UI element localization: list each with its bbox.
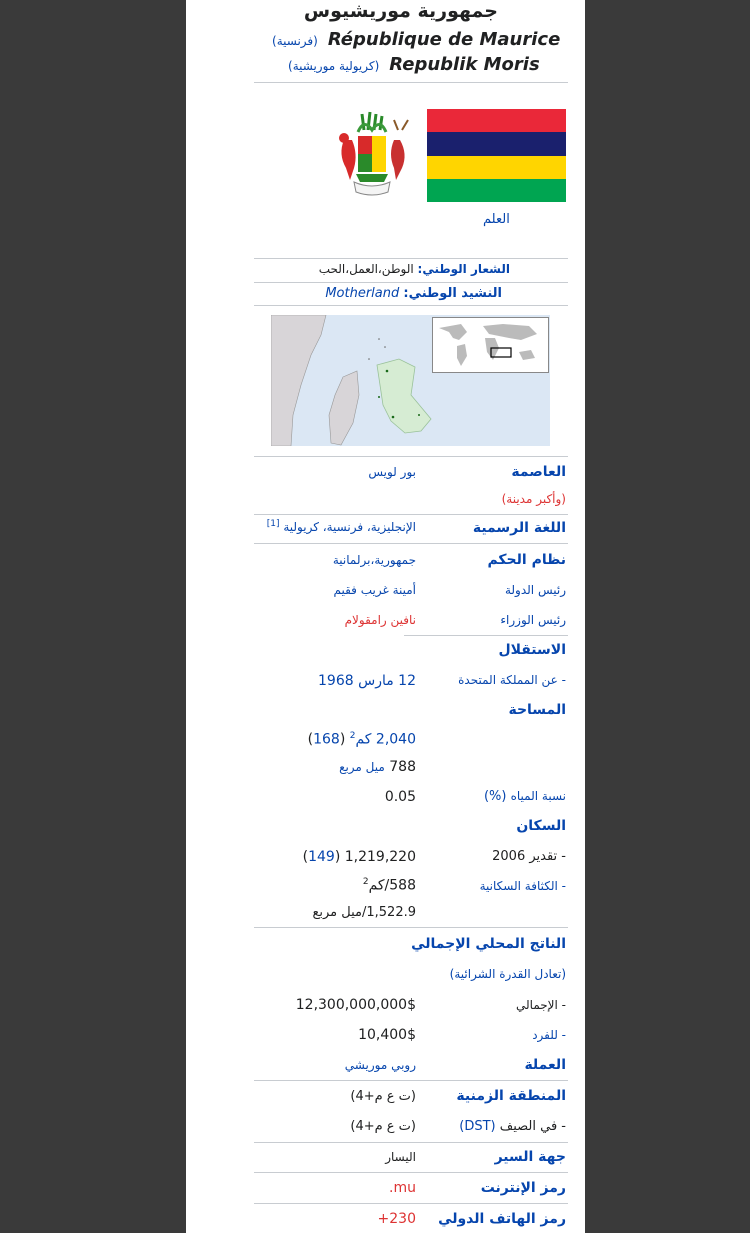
flag-stripe-red: [427, 109, 566, 132]
currency-label[interactable]: العملة: [524, 1057, 566, 1073]
divider: [254, 927, 568, 928]
world-map-graphic: [433, 318, 548, 372]
gdp-label[interactable]: الناتج المحلي الإجمالي: [411, 936, 566, 952]
flag-stripe-yellow: [427, 156, 566, 179]
currency-value[interactable]: روبي موريشي: [344, 1058, 416, 1072]
infobox: [254, 0, 568, 1233]
tld-value[interactable]: .mu: [389, 1180, 416, 1196]
divider: [254, 282, 568, 283]
language-value: الإنجليزية، فرنسية، كريولية [1]: [266, 519, 416, 534]
divider: [254, 543, 568, 544]
world-inset-map: [432, 317, 549, 373]
flag-caption-link[interactable]: العلم: [483, 212, 510, 227]
independence-label[interactable]: الاستقلال: [498, 642, 566, 658]
tld-label[interactable]: رمز الإنترنت: [480, 1180, 566, 1196]
head-of-state-value[interactable]: أمينة غريب فقيم: [333, 583, 416, 597]
prime-minister-value[interactable]: نافين رامقولام: [344, 613, 416, 627]
summer-time-label: - في الصيف (DST): [459, 1119, 566, 1134]
divider: [254, 1142, 568, 1143]
capital-value[interactable]: بور لويس: [368, 465, 416, 479]
flag-stripe-blue: [427, 132, 566, 155]
estimate-label: - تقدير 2006: [492, 849, 566, 864]
title-arabic: جمهورية موريشيوس: [303, 0, 498, 22]
language-label[interactable]: اللغة الرسمية: [472, 520, 566, 536]
timezone-value: (ت ع م+4): [350, 1089, 416, 1104]
from-uk-value[interactable]: 12 مارس 1968: [318, 673, 416, 689]
divider: [254, 456, 568, 457]
capital-label[interactable]: العاصمة: [511, 464, 566, 480]
prime-minister-label[interactable]: رئيس الوزراء: [500, 613, 566, 627]
divider: [254, 258, 568, 259]
gdp-capita-label: - للفرد: [532, 1028, 566, 1042]
motto-label[interactable]: الشعار الوطني:: [417, 262, 510, 276]
density-mi-value: 1,522.9/ميل مربع: [312, 905, 416, 920]
density-km-value: 588/كم$^2$: [362, 877, 416, 894]
title-creole: [288, 54, 540, 75]
title-french: [272, 29, 560, 50]
divider: [404, 635, 568, 636]
motto-value: الوطن،العمل،الحب: [318, 262, 414, 276]
government-value[interactable]: جمهورية،برلمانية: [332, 553, 416, 567]
gdp-capita-value: 10,400$: [358, 1027, 416, 1043]
anthem-label[interactable]: النشيد الوطني:: [403, 286, 502, 301]
creole-name: Republik Moris: [389, 54, 540, 75]
population-label[interactable]: السكان: [516, 818, 566, 834]
density-label[interactable]: - الكثافة السكانية: [479, 879, 566, 893]
gdp-total-label: - الإجمالي: [516, 998, 566, 1012]
driving-side-value: اليسار: [385, 1150, 416, 1164]
capital-sub-note[interactable]: (وأكبر مدينة): [501, 492, 566, 506]
divider: [254, 514, 568, 515]
french-name: République de Maurice: [327, 29, 561, 50]
area-label[interactable]: المساحة: [508, 702, 566, 718]
water-value: 0.05: [384, 789, 416, 805]
creole-lang-link[interactable]: (كريولية موريشية): [288, 59, 380, 73]
water-label: نسبة المياه (%): [483, 789, 566, 804]
area-km-value: 2,040 كم$^2$ (168): [307, 731, 416, 748]
government-label[interactable]: نظام الحكم: [487, 552, 566, 568]
divider: [254, 82, 568, 83]
flag-stripe-green: [427, 179, 566, 202]
driving-side-label[interactable]: جهة السير: [494, 1149, 566, 1165]
coat-of-arms-icon[interactable]: [324, 110, 420, 200]
from-uk-label: - عن المملكة المتحدة: [458, 673, 566, 687]
anthem-value-link[interactable]: Motherland: [325, 286, 400, 301]
motto-row: [319, 262, 510, 276]
calling-code-label[interactable]: رمز الهاتف الدولي: [438, 1211, 566, 1227]
divider: [254, 1080, 568, 1081]
anthem-row: [325, 286, 502, 301]
area-mi-value: 788 ميل مربع: [339, 759, 416, 775]
flag-image[interactable]: [427, 109, 566, 202]
divider: [254, 1172, 568, 1173]
estimate-value: 1,219,220 (149): [302, 849, 416, 865]
locator-map[interactable]: [271, 315, 550, 446]
divider: [254, 305, 568, 306]
gdp-total-value: 12,300,000,000$: [295, 997, 416, 1013]
divider: [254, 1203, 568, 1204]
summer-time-value: (ت ع م+4): [350, 1119, 416, 1134]
calling-code-value[interactable]: +230: [377, 1211, 416, 1227]
head-of-state-label[interactable]: رئيس الدولة: [504, 583, 566, 597]
french-lang-link[interactable]: (فرنسية): [272, 34, 318, 48]
timezone-label[interactable]: المنطقة الزمنية: [456, 1088, 566, 1104]
gdp-sub: (تعادل القدرة الشرائية): [449, 967, 566, 981]
